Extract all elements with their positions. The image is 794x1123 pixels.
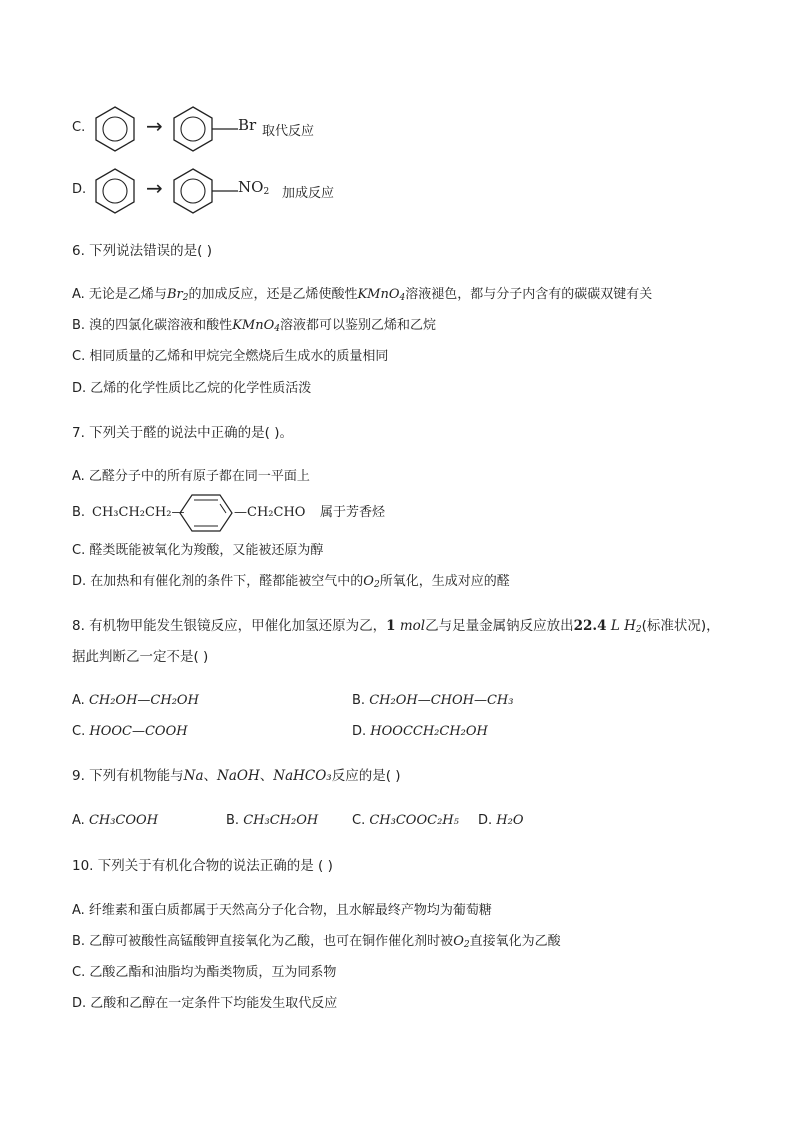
reaction-type: 加成反应 (282, 186, 335, 201)
question-10-option-c: C. 乙酸乙酯和油脂均为酯类物质，互为同系物 (72, 965, 337, 980)
question-10-option-b: B. 乙醇可被酸性高锰酸钾直接氧化为乙酸，也可在铜作催化剂时被$O_2$直接氧化为乙酸 (72, 934, 561, 950)
reaction-d (72, 166, 392, 216)
question-6-option-a: A. 无论是乙烯与$Br_2$的加成反应，还是乙烯使酸性KMnO$_4$溶液褪色，都与分子内含有的碳碳双键有关 (72, 287, 653, 303)
question-8-option-d: D. HOOCCH₂CH₂OH (352, 724, 488, 739)
question-7-option-c: C. 醛类既能被氧化为羧酸，又能被还原为醇 (72, 543, 324, 558)
arrow-icon: → (146, 114, 163, 138)
question-8-option-b: B. CH₂OH—CHOH—CH₃ (352, 693, 514, 708)
question-10-option-d: D. 乙酸和乙醇在一定条件下均能发生取代反应 (72, 996, 338, 1011)
question-8-stem-line2: 据此判断乙一定不是( ) (72, 649, 209, 665)
benzene-ring-icon (90, 104, 140, 154)
question-9-stem: 9. 下列有机物能与Na、NaOH、NaHCO₃反应的是( ) (72, 768, 401, 784)
question-7-stem: 7. 下列关于醛的说法中正确的是( )。 (72, 425, 293, 441)
benzene-ring-icon (178, 492, 234, 534)
question-9-option-c: C. CH₃COOC₂H₅ (352, 813, 459, 828)
question-8-option-a: A. CH₂OH—CH₂OH (72, 693, 199, 708)
option-label: D. (72, 182, 87, 197)
question-10-stem: 10. 下列关于有机化合物的说法正确的是 ( ) (72, 858, 333, 874)
question-9-option-a: A. CH₃COOH (72, 813, 159, 828)
question-7-option-a: A. 乙醛分子中的所有原子都在同一平面上 (72, 469, 310, 484)
question-8-option-c: C. HOOC—COOH (72, 724, 188, 739)
question-7-option-d: D. 在加热和有催化剂的条件下，醛都能被空气中的$O_2$所氧化，生成对应的醛 (72, 574, 510, 590)
question-8-stem-line1: 8. 有机物甲能发生银镜反应，甲催化加氢还原为乙，1 mol乙与足量金属钠反应放出22.4 L $H_2$(标准状况)， (72, 618, 720, 635)
nitrobenzene-ring-icon (168, 166, 244, 216)
question-9-option-b: B. CH₃CH₂OH (226, 813, 319, 828)
substituent-br: Br (238, 116, 257, 134)
question-9-option-d: D. H₂O (478, 813, 524, 828)
arrow-icon: → (146, 176, 163, 200)
question-6-option-b: B. 溴的四氯化碳溶液和酸性KMnO$_4$溶液都可以鉴别乙烯和乙烷 (72, 318, 436, 334)
bromobenzene-ring-icon (168, 104, 244, 154)
option-label: C. (72, 120, 86, 135)
question-10-option-a: A. 纤维素和蛋白质都属于天然高分子化合物，且水解最终产物均为葡萄糖 (72, 903, 492, 918)
question-6-option-c: C. 相同质量的乙烯和甲烷完全燃烧后生成水的质量相同 (72, 349, 389, 364)
reaction-type: 取代反应 (262, 124, 315, 139)
question-6-option-d: D. 乙烯的化学性质比乙烷的化学性质活泼 (72, 381, 312, 396)
question-6-stem: 6. 下列说法错误的是( ) (72, 243, 212, 259)
reaction-c (72, 104, 372, 154)
benzene-ring-icon (90, 166, 140, 216)
substituent-no2: $NO_2$ (238, 178, 270, 197)
